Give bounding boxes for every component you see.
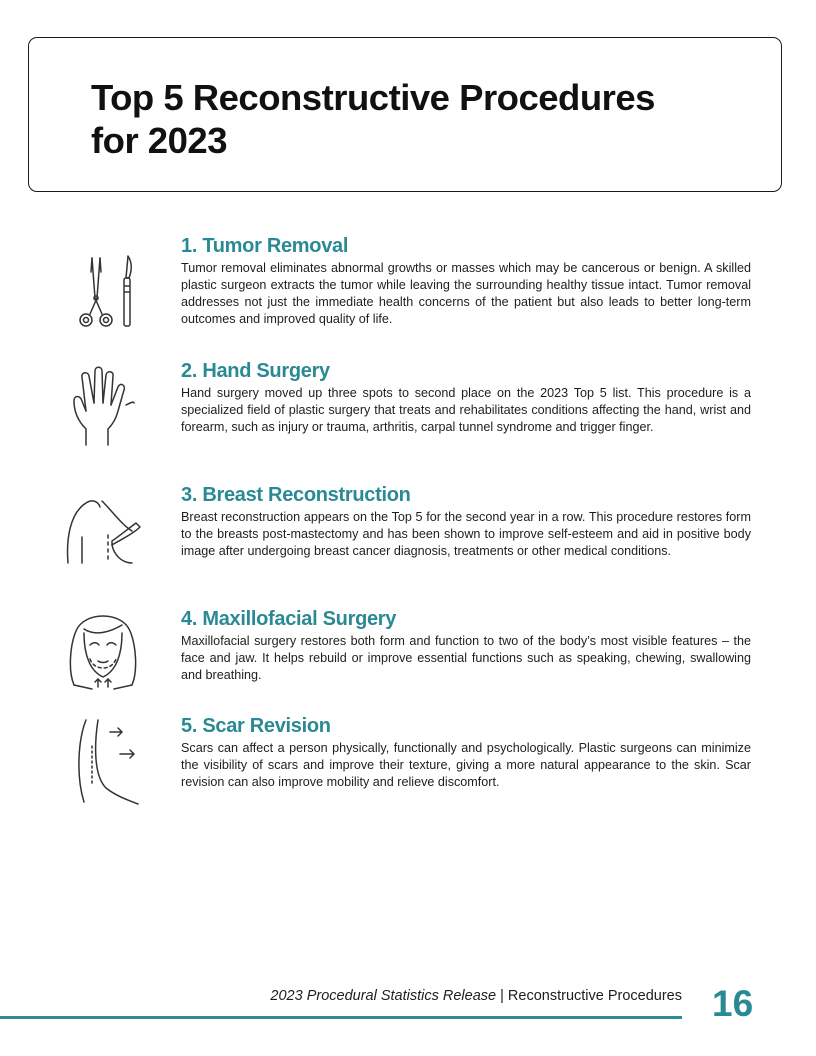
procedure-description: Scars can affect a person physically, functionally and psychologically. Plastic surgeons can minimize the visibility of scars and improve their texture, giving a more natural appearance to the skin. Scar revision can also improve mobility and relieve discomfort. bbox=[181, 741, 751, 789]
page-title: Top 5 Reconstructive Procedures for 2023 bbox=[91, 77, 655, 161]
procedure-description: Breast reconstruction appears on the Top 5 for the second year in a row. This procedure restores form to the breasts post-mastectomy and has been shown to improve self-esteem and aid in positive body image after undergoing breast cancer diagnosis, treatments or other medical conditions. bbox=[181, 510, 751, 558]
footer-rule bbox=[0, 1016, 682, 1019]
title-box bbox=[28, 37, 782, 192]
procedure-description: Maxillofacial surgery restores both form and function to two of the body’s most visible features – the face and jaw. It helps rebuild or improve essential functions such as speaking, chewing, swallowing and breathing. bbox=[181, 634, 751, 682]
footer-separator: | bbox=[496, 988, 508, 1004]
procedure-title: 5. Scar Revision bbox=[181, 715, 331, 737]
page-number: 16 bbox=[712, 983, 754, 1024]
scar-revision-icon bbox=[62, 716, 144, 810]
hand-icon bbox=[62, 363, 144, 457]
procedure-title: 4. Maxillofacial Surgery bbox=[181, 608, 397, 630]
footer-caption bbox=[226, 987, 682, 1005]
breast-reconstruction-icon bbox=[62, 489, 144, 583]
face-jaw-icon bbox=[62, 605, 144, 699]
procedure-description: Hand surgery moved up three spots to second place on the 2023 Top 5 list. This procedure is a specialized field of plastic surgery that treats and rehabilitates conditions affecting the hand, wrist and forearm, such as injury or trauma, arthritis, carpal tunnel syndrome and trigger finger. bbox=[181, 386, 751, 434]
footer-section: Reconstructive Procedures bbox=[507, 988, 682, 1004]
procedure-title: 3. Breast Reconstruction bbox=[181, 484, 411, 506]
surgical-scissors-scalpel-icon bbox=[62, 252, 144, 346]
footer-publication: 2023 Procedural Statistics Release bbox=[270, 988, 497, 1004]
procedure-description: Tumor removal eliminates abnormal growths or masses which may be cancerous or benign. A skilled plastic surgeon extracts the tumor while leaving the surrounding healthy tissue intact. Tumor removal addresses not just the immediate health concerns of the patient but also leads to better long-term outcomes and improved quality of life. bbox=[181, 261, 751, 326]
procedure-title: 1. Tumor Removal bbox=[181, 235, 349, 257]
procedure-title: 2. Hand Surgery bbox=[181, 360, 330, 382]
